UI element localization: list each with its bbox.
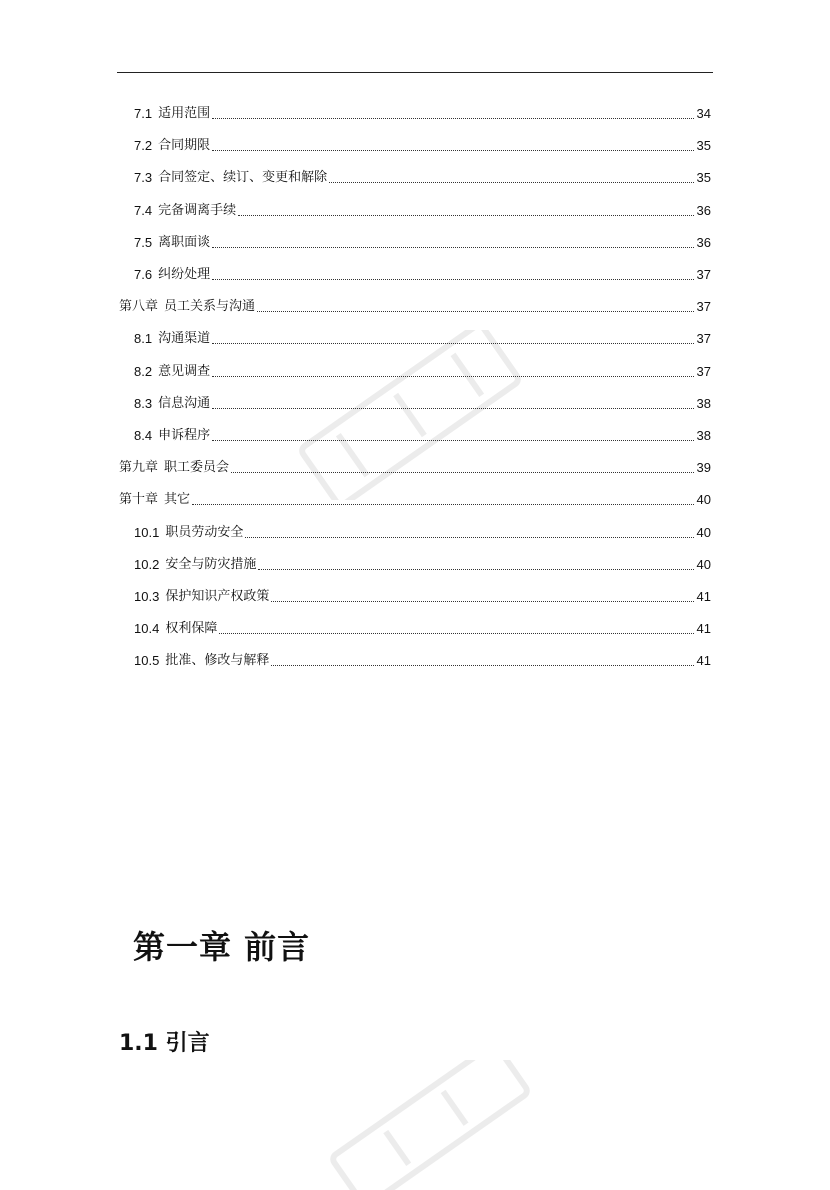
- toc-entry[interactable]: [134, 328, 711, 350]
- toc-entry[interactable]: [119, 457, 711, 479]
- toc-entry-page: 40: [696, 492, 711, 508]
- toc-entry-page: 37: [696, 331, 711, 347]
- toc-entry-page: 37: [696, 363, 711, 379]
- toc-entry-page: 40: [696, 524, 711, 540]
- toc-entry-number: 7.4: [134, 202, 153, 218]
- toc-dot-leader: [212, 376, 693, 377]
- toc-entry-page: 40: [696, 556, 711, 572]
- toc-entry-title: 合同期限: [158, 138, 211, 154]
- toc-entry[interactable]: [134, 167, 711, 189]
- toc-entry-number: 8.3: [134, 395, 153, 411]
- toc-entry-page: 41: [696, 589, 711, 604]
- toc-entry-page: 37: [696, 267, 711, 282]
- toc-entry-page: 41: [696, 653, 711, 669]
- toc-entry-number: 10.4: [134, 621, 160, 637]
- toc-entry-number: 7.6: [134, 267, 153, 282]
- toc-entry-title: 适用范围: [158, 106, 211, 121]
- toc-entry-number: 第八章: [119, 299, 159, 315]
- toc-entry[interactable]: [134, 103, 711, 125]
- toc-entry-title: 职工委员会: [164, 460, 230, 476]
- toc-entry-page: 35: [696, 138, 711, 154]
- toc-entry-title: 纠纷处理: [158, 267, 211, 282]
- toc-entry-page: 41: [696, 621, 711, 637]
- toc-dot-leader: [219, 633, 693, 634]
- toc-entry-number: 第九章: [119, 460, 159, 476]
- toc-entry[interactable]: [134, 650, 711, 672]
- toc-dot-leader: [212, 150, 693, 151]
- toc-entry[interactable]: [134, 425, 711, 447]
- toc-entry-page: 34: [696, 106, 711, 121]
- toc-entry-page: 39: [696, 460, 711, 476]
- toc-entry-number: 8.1: [134, 331, 153, 347]
- watermark-logo-bottom: [300, 1060, 560, 1190]
- toc-entry-number: 8.2: [134, 363, 153, 379]
- toc-dot-leader: [257, 311, 694, 312]
- toc-entry-title: 安全与防灾措施: [165, 556, 257, 572]
- toc-entry-title: 保护知识产权政策: [165, 589, 270, 604]
- toc-entry-title: 意见调查: [158, 363, 211, 379]
- toc-entry-title: 离职面谈: [158, 234, 211, 250]
- toc-dot-leader: [258, 569, 693, 570]
- toc-entry-number: 10.5: [134, 653, 160, 669]
- toc-entry-page: 36: [696, 202, 711, 218]
- toc-entry-page: 36: [696, 234, 711, 250]
- toc-entry-number: 7.2: [134, 138, 153, 154]
- toc-entry-number: 第十章: [119, 492, 159, 508]
- toc-entry-number: 7.1: [134, 106, 153, 121]
- toc-entry-title: 职员劳动安全: [165, 524, 244, 540]
- toc-entry-title: 申诉程序: [158, 428, 211, 443]
- toc-entry[interactable]: [134, 393, 711, 415]
- toc-entry-page: 38: [696, 428, 711, 443]
- toc-dot-leader: [212, 440, 693, 441]
- toc-entry[interactable]: [134, 264, 711, 286]
- toc-dot-leader: [212, 408, 693, 409]
- section-title: 1.1 引言: [119, 1031, 210, 1056]
- toc-entry-page: 35: [696, 170, 711, 186]
- toc-entry-title: 沟通渠道: [158, 331, 211, 347]
- toc-entry-title: 合同签定、续订、变更和解除: [158, 170, 328, 186]
- toc-entry[interactable]: [134, 522, 711, 544]
- toc-entry-page: 38: [696, 395, 711, 411]
- toc-entry-title: 权利保障: [165, 621, 218, 637]
- toc-entry-number: 10.1: [134, 524, 160, 540]
- toc-entry-number: 10.2: [134, 556, 160, 572]
- toc-dot-leader: [212, 343, 693, 344]
- toc-entry-page: 37: [696, 299, 711, 315]
- toc-entry-title: 批准、修改与解释: [165, 653, 270, 669]
- toc-dot-leader: [192, 504, 694, 505]
- toc-dot-leader: [231, 472, 694, 473]
- header-rule: [117, 72, 713, 73]
- toc-entry-title: 员工关系与沟通: [164, 299, 256, 315]
- toc-dot-leader: [271, 665, 693, 666]
- toc-entry[interactable]: [119, 489, 711, 511]
- toc-entry[interactable]: [134, 135, 711, 157]
- toc-entry-title: 完备调离手续: [158, 202, 237, 218]
- toc-entry-number: 10.3: [134, 589, 160, 604]
- toc-dot-leader: [212, 118, 693, 119]
- toc-dot-leader: [238, 215, 693, 216]
- toc-entry-number: 7.3: [134, 170, 153, 186]
- toc-dot-leader: [329, 182, 693, 183]
- toc-dot-leader: [212, 279, 693, 280]
- toc-entry[interactable]: [134, 200, 711, 222]
- toc-entry[interactable]: [134, 361, 711, 383]
- toc-entry-number: 7.5: [134, 234, 153, 250]
- toc-entry[interactable]: [134, 618, 711, 640]
- toc-entry-title: 信息沟通: [158, 395, 211, 411]
- chapter-title: 第一章 前言: [133, 928, 311, 966]
- toc-dot-leader: [271, 601, 693, 602]
- toc-entry-number: 8.4: [134, 428, 153, 443]
- toc-entry[interactable]: [134, 586, 711, 608]
- toc-entry[interactable]: [119, 296, 711, 318]
- toc-dot-leader: [245, 537, 693, 538]
- toc-dot-leader: [212, 247, 693, 248]
- toc-entry-title: 其它: [164, 492, 191, 508]
- toc-entry[interactable]: [134, 554, 711, 576]
- toc-entry[interactable]: [134, 232, 711, 254]
